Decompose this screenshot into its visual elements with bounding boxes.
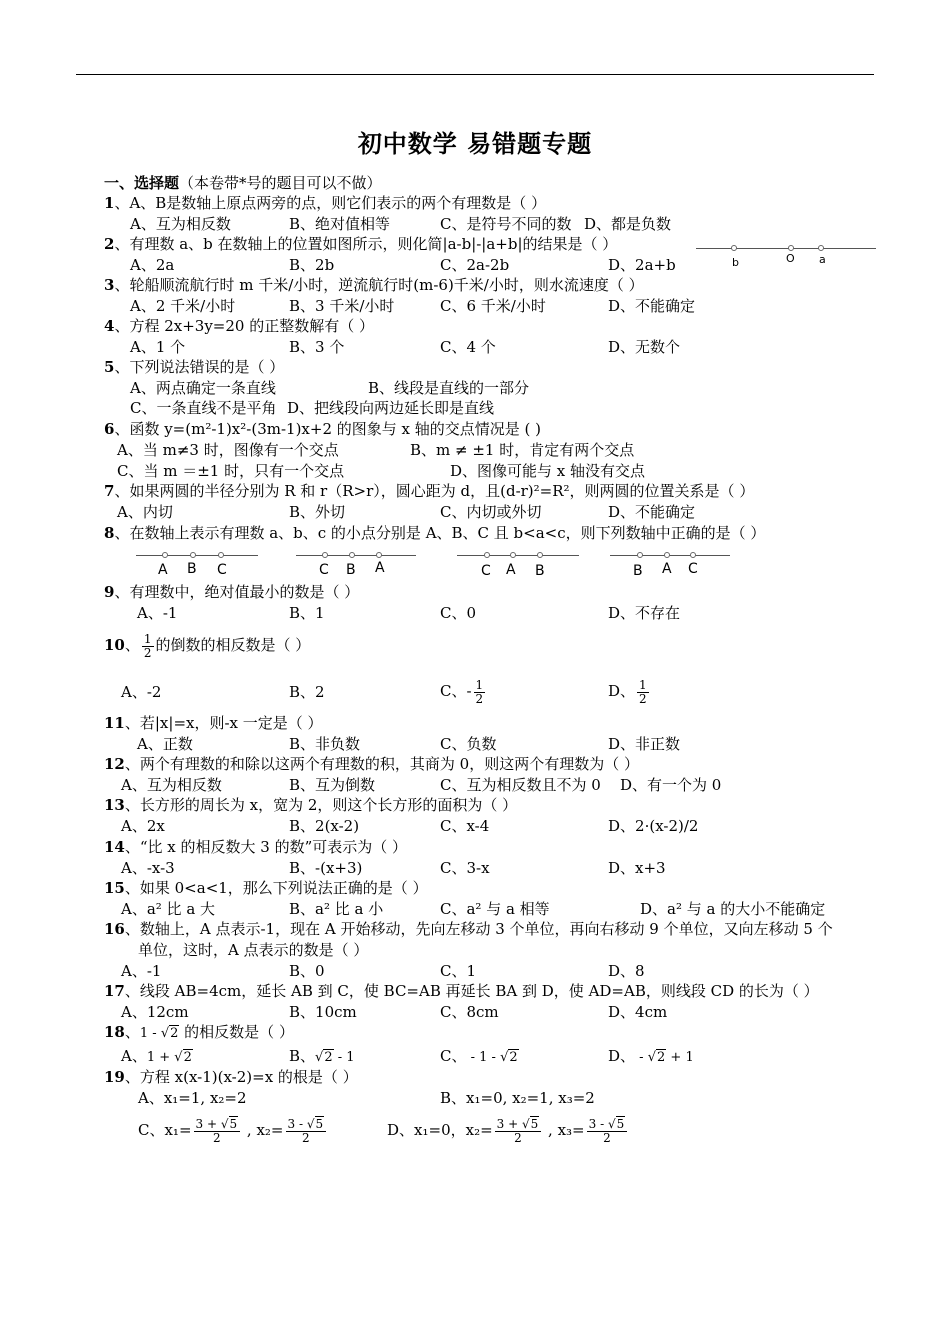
frac-denominator: 2 (302, 1130, 310, 1145)
q13-opt-a: A、2x (121, 817, 165, 835)
q-text: 、两个有理数的和除以这两个有理数的积，其商为 0，则这两个有理数为（ ） (124, 755, 639, 773)
q15-opt-c: C、a² 与 a 相等 (440, 900, 550, 918)
frac-denominator: 2 (143, 645, 152, 660)
q6-opt-a: A、当 m≠3 时，图像有一个交点 (117, 441, 339, 459)
q13-opt-c: C、x-4 (440, 817, 490, 835)
opt-text: D、x₁=0，x₂= (387, 1121, 493, 1139)
q11-opt-d: D、非正数 (608, 735, 681, 753)
frac-numerator: 3 - (287, 1116, 307, 1131)
q-text: 的倒数的相反数是（ ） (155, 636, 311, 654)
axis-label: B (187, 561, 197, 577)
q-text: 、有理数 a、b 在数轴上的位置如图所示，则化简|a-b|-|a+b|的结果是（ ） (114, 235, 618, 253)
q-num: 1 (104, 194, 115, 212)
frac-numerator: 3 + (195, 1116, 221, 1131)
question-8 (104, 523, 765, 543)
radicand: 5 (530, 1116, 539, 1131)
q11-opt-b: B、非负数 (289, 735, 361, 753)
section-note: （本卷带*号的题目可以不做） (179, 174, 382, 192)
q7-opt-c: C、内切或外切 (440, 503, 542, 521)
q15-opt-a: A、a² 比 a 大 (121, 900, 216, 918)
q18-opt-d: D、 - √2 + 1 (608, 1047, 694, 1065)
question-17 (104, 981, 819, 1001)
opt-label: C、 (440, 1047, 467, 1065)
question-19 (104, 1067, 358, 1087)
q2-opt-b: B、2b (289, 256, 335, 274)
q-text: 、数轴上，A 点表示-1，现在 A 开始移动，先向左移动 3 个单位，再向右移动 9 个单位，又向左移动 5 个 (124, 920, 833, 938)
q14-opt-c: C、3-x (440, 859, 490, 877)
frac-numerator: 1 (639, 677, 647, 692)
q1-opt-d: D、都是负数 (584, 215, 672, 233)
q-text: 、A、B是数轴上原点两旁的点，则它们表示的两个有理数是（ ） (114, 194, 547, 212)
axis-label: A (375, 560, 385, 576)
axis-point (162, 552, 168, 558)
q-text: 、方程 2x+3y=20 的正整数解有（ ） (114, 317, 374, 335)
q-num: 10 (104, 636, 125, 654)
axis-point (484, 552, 490, 558)
q7-opt-a: A、内切 (117, 503, 173, 521)
axis-line (610, 555, 730, 556)
opt-text: , x₃= (543, 1121, 585, 1139)
q-text: 、在数轴上表示有理数 a、b、c 的小点分别是 A、B、C 且 b<a<c，则下列数轴中正确的是（ ） (114, 524, 766, 542)
q-text: 、线段 AB=4cm，延长 AB 到 C，使 BC=AB 再延长 BA 到 D，使 AD=AB，则线段 CD 的长为（ ） (124, 982, 819, 1000)
axis-label: a (819, 253, 826, 266)
q19-opt-b: B、x₁=0, x₂=1, x₃=2 (440, 1089, 595, 1107)
opt-text: C、x₁= (138, 1121, 192, 1139)
question-7 (104, 481, 754, 501)
question-14 (104, 837, 407, 857)
q-text: 、如果 0<a<1，那么下列说法正确的是（ ） (124, 879, 428, 897)
q7-opt-d: D、不能确定 (608, 503, 696, 521)
q9-opt-d: D、不存在 (608, 604, 681, 622)
q14-opt-d: D、x+3 (608, 859, 666, 877)
q-text: 、下列说法错误的是（ ） (114, 358, 285, 376)
radicand: 5 (315, 1116, 324, 1131)
fraction: $\frac{3 + √5}{2}$ (495, 1118, 542, 1145)
axis-label: B (346, 562, 356, 578)
expr-part: - 1 - (466, 1050, 501, 1065)
q-num: 5 (104, 358, 115, 376)
question-1 (104, 193, 546, 213)
axis-label: C (319, 562, 329, 578)
expr-part: 1 - (139, 1026, 161, 1041)
question-11 (104, 713, 323, 733)
question-9 (104, 582, 359, 602)
radicand: 5 (616, 1116, 625, 1131)
q18-expr: 1 - √2 (139, 1026, 179, 1041)
question-18 (104, 1022, 294, 1044)
q17-opt-c: C、8cm (440, 1003, 499, 1021)
radicand: 2 (509, 1050, 518, 1065)
q17-opt-d: D、4cm (608, 1003, 668, 1021)
q2-opt-c: C、2a-2b (440, 256, 510, 274)
q5-opt-b: B、线段是直线的一部分 (368, 379, 530, 397)
frac-numerator: 1 (475, 677, 484, 692)
q10-opt-d (608, 672, 651, 710)
q12-opt-d: D、有一个为 0 (620, 776, 722, 794)
axis-line (696, 248, 876, 249)
q-text: 、方程 x(x-1)(x-2)=x 的根是（ ） (124, 1068, 358, 1086)
q9-opt-b: B、1 (289, 604, 325, 622)
section-heading (104, 173, 382, 193)
fraction (637, 679, 649, 706)
radicand: 5 (229, 1116, 238, 1131)
q16-opt-a: A、-1 (121, 962, 162, 980)
opt-text: D、 (608, 682, 636, 700)
q4-opt-b: B、3 个 (289, 338, 345, 356)
q4-opt-c: C、4 个 (440, 338, 496, 356)
q19-opt-c (138, 1110, 328, 1150)
q19-opt-a: A、x₁=1, x₂=2 (138, 1089, 247, 1107)
q16-opt-b: B、0 (289, 962, 325, 980)
q19-opt-d (387, 1110, 629, 1150)
axis-point-a (818, 245, 824, 251)
q-num: 8 (104, 524, 115, 542)
axis-line (296, 555, 416, 556)
question-16 (104, 919, 833, 939)
frac-numerator: 1 (143, 631, 152, 646)
q14-opt-a: A、-x-3 (121, 859, 175, 877)
q5-opt-c: C、一条直线不是平角 (130, 399, 277, 417)
q10-opt-c (440, 672, 487, 710)
frac-denominator: 2 (639, 691, 647, 706)
q-num: 11 (104, 714, 125, 732)
radicand: 2 (657, 1050, 666, 1065)
opt-text: , x₂= (242, 1121, 284, 1139)
axis-label: b (732, 256, 739, 269)
axis-point-b (731, 245, 737, 251)
opt-label: D、 (608, 1047, 636, 1065)
q14-opt-b: B、-(x+3) (289, 859, 363, 877)
question-3 (104, 275, 644, 295)
q-text: 、若|x|=x，则-x 一定是（ ） (124, 714, 323, 732)
q6-opt-d: D、图像可能与 x 轴没有交点 (450, 462, 646, 480)
q12-opt-b: B、互为倒数 (289, 776, 376, 794)
q3-opt-c: C、6 千米/小时 (440, 297, 546, 315)
q-sep: 、 (124, 1023, 140, 1041)
fraction (474, 679, 486, 706)
axis-point (376, 552, 382, 558)
expr-part: + 1 (666, 1050, 694, 1065)
axis-label: O (786, 252, 795, 265)
q-sep: 、 (124, 636, 140, 654)
q3-opt-b: B、3 千米/小时 (289, 297, 395, 315)
q-text: 的相反数是（ ） (179, 1023, 294, 1041)
axis-line (457, 555, 579, 556)
question-4 (104, 316, 374, 336)
q-num: 3 (104, 276, 115, 294)
page-title: 初中数学 易错题专题 (357, 129, 593, 158)
axis-label: A (662, 561, 672, 577)
q17-opt-a: A、12cm (121, 1003, 189, 1021)
q-num: 6 (104, 420, 115, 438)
question-6 (104, 419, 541, 439)
q-text: 、函数 y=(m²-1)x²-(3m-1)x+2 的图象与 x 轴的交点情况是 ( ) (114, 420, 542, 438)
axis-point (510, 552, 516, 558)
axis-point (537, 552, 543, 558)
q5-opt-d: D、把线段向两边延长即是直线 (287, 399, 495, 417)
frac-denominator: 2 (213, 1130, 221, 1145)
expr-part: 1 + (146, 1050, 175, 1065)
axis-line (136, 555, 258, 556)
q5-opt-a: A、两点确定一条直线 (130, 379, 276, 397)
q13-opt-b: B、2(x-2) (289, 817, 360, 835)
q-num: 18 (104, 1023, 125, 1041)
axis-point (637, 552, 643, 558)
frac-denominator: 2 (475, 691, 484, 706)
q3-opt-a: A、2 千米/小时 (130, 297, 236, 315)
frac-denominator: 2 (514, 1130, 522, 1145)
q1-opt-c: C、是符号不同的数 (440, 215, 572, 233)
axis-label: B (535, 563, 545, 579)
q9-opt-a: A、-1 (137, 604, 178, 622)
question-5 (104, 357, 284, 377)
q9-opt-c: C、0 (440, 604, 477, 622)
radicand: 2 (170, 1026, 179, 1041)
q1-opt-b: B、绝对值相等 (289, 215, 391, 233)
fraction: $\frac{3 - √5}{2}$ (286, 1118, 327, 1145)
question-15 (104, 878, 428, 898)
question-16-cont: 单位，这时，A 点表示的数是（ ） (138, 941, 369, 959)
axis-point (690, 552, 696, 558)
q10-opt-b: B、2 (289, 683, 325, 701)
q12-opt-c: C、互为相反数且不为 0 (440, 776, 601, 794)
q-num: 13 (104, 796, 125, 814)
q4-opt-d: D、无数个 (608, 338, 681, 356)
axis-point (218, 552, 224, 558)
frac-numerator: 3 - (588, 1116, 608, 1131)
q18-opt-a: A、1 + √2 (121, 1047, 192, 1065)
q10-opt-a: A、-2 (121, 683, 162, 701)
expr-part: - 1 (333, 1050, 355, 1065)
q-text: 、长方形的周长为 x，宽为 2，则这个长方形的面积为（ ） (124, 796, 518, 814)
q-num: 15 (104, 879, 125, 897)
q-num: 17 (104, 982, 125, 1000)
q2-opt-a: A、2a (130, 256, 175, 274)
q6-opt-b: B、m ≠ ±1 时，肯定有两个交点 (410, 441, 635, 459)
axis-label: B (633, 563, 643, 579)
opt-label: A、 (121, 1047, 147, 1065)
q-text: 、如果两圆的半径分别为 R 和 r（R>r），圆心距为 d，且(d-r)²=R²，则两圆的位置关系是（ ） (114, 482, 755, 500)
q3-opt-d: D、不能确定 (608, 297, 696, 315)
axis-point (190, 552, 196, 558)
opt-text: C、- (440, 682, 472, 700)
axis-point (322, 552, 328, 558)
question-13 (104, 795, 517, 815)
radicand: 2 (324, 1050, 333, 1065)
axis-label: A (158, 562, 168, 578)
q-text: 、轮船顺流航行时 m 千米/小时，逆流航行时(m-6)千米/小时，则水流速度（ ） (114, 276, 644, 294)
section-head: 一、选择题 (104, 174, 180, 192)
fraction: $\frac{3 + √5}{2}$ (194, 1118, 241, 1145)
header-rule (76, 74, 874, 75)
q-text: 、有理数中，绝对值最小的数是（ ） (114, 583, 360, 601)
axis-label: A (506, 562, 516, 578)
fraction: $\frac{3 - √5}{2}$ (587, 1118, 628, 1145)
question-10 (104, 628, 310, 662)
q1-opt-a: A、互为相反数 (130, 215, 231, 233)
q6-opt-c: C、当 m ＝±1 时，只有一个交点 (117, 462, 345, 480)
q17-opt-b: B、10cm (289, 1003, 357, 1021)
q-text: 、“比 x 的相反数大 3 的数”可表示为（ ） (124, 838, 408, 856)
axis-label: C (217, 562, 227, 578)
q4-opt-a: A、1 个 (130, 338, 186, 356)
axis-point (349, 552, 355, 558)
q7-opt-b: B、外切 (289, 503, 346, 521)
q-num: 2 (104, 235, 115, 253)
q-num: 7 (104, 482, 115, 500)
q15-opt-d: D、a² 与 a 的大小不能确定 (640, 900, 826, 918)
q11-opt-a: A、正数 (137, 735, 193, 753)
axis-label: C (688, 561, 698, 577)
opt-label: B、 (289, 1047, 316, 1065)
q16-opt-c: C、1 (440, 962, 477, 980)
q-num: 9 (104, 583, 115, 601)
q-num: 19 (104, 1068, 125, 1086)
frac-denominator: 2 (603, 1130, 611, 1145)
q12-opt-a: A、互为相反数 (121, 776, 222, 794)
frac-numerator: 3 + (496, 1116, 522, 1131)
q11-opt-c: C、负数 (440, 735, 497, 753)
q-num: 14 (104, 838, 125, 856)
q15-opt-b: B、a² 比 a 小 (289, 900, 384, 918)
axis-point (664, 552, 670, 558)
q-num: 16 (104, 920, 125, 938)
q-num: 12 (104, 755, 125, 773)
question-12 (104, 754, 639, 774)
q18-opt-c: C、 - 1 - √2 (440, 1047, 518, 1065)
q16-opt-d: D、8 (608, 962, 645, 980)
q2-opt-d: D、2a+b (608, 256, 676, 274)
q13-opt-d: D、2·(x-2)/2 (608, 817, 699, 835)
q-num: 4 (104, 317, 115, 335)
fraction (142, 633, 154, 660)
q18-opt-b: B、√2 - 1 (289, 1047, 355, 1065)
expr-part: - (635, 1050, 648, 1065)
radicand: 2 (183, 1050, 192, 1065)
question-2 (104, 234, 617, 254)
axis-label: C (481, 563, 491, 579)
